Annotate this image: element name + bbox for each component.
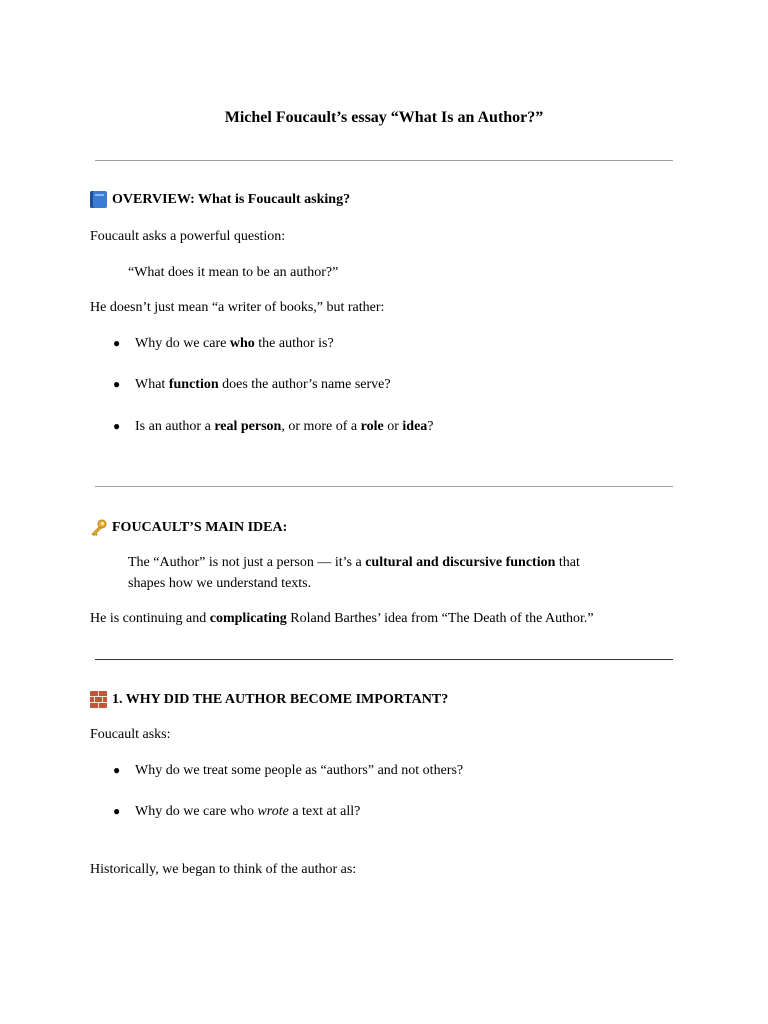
blue-book-icon	[90, 191, 107, 208]
bullet-icon: ●	[113, 336, 121, 350]
bullet-emphasis: who	[229, 336, 255, 351]
main-idea-line-2: shapes how we understand texts.	[128, 576, 312, 591]
bullet-text: Why do we treat some people as “authors” and not others?	[135, 763, 464, 778]
overview-followup: He doesn’t just mean “a writer of books,” but rather:	[90, 300, 385, 315]
main-idea-text: The “Author” is not just a person — it’s a	[128, 555, 366, 570]
brick-icon	[90, 691, 107, 708]
bullet-text: , or more of a	[281, 419, 361, 434]
overview-heading-text: OVERVIEW: What is Foucault asking?	[112, 191, 351, 207]
list-item	[113, 763, 463, 779]
overview-heading	[90, 191, 350, 208]
bullet-icon: ●	[113, 419, 121, 433]
continuation-text: He is continuing and	[90, 611, 210, 626]
bullet-emphasis: idea	[402, 419, 428, 434]
bullet-emphasis: wrote	[257, 804, 289, 819]
bullet-emphasis: real person	[214, 419, 282, 434]
list-item	[113, 419, 434, 435]
bullet-text: the author is?	[254, 336, 334, 351]
continuation-text: Roland Barthes’ idea from “The Death of the Author.”	[286, 611, 594, 626]
bullet-emphasis: function	[168, 377, 219, 392]
bullet-text: a text at all?	[288, 804, 361, 819]
section-1-heading-text: 1. WHY DID THE AUTHOR BECOME IMPORTANT?	[112, 691, 449, 707]
section-1-heading	[90, 691, 448, 708]
overview-quote: “What does it mean to be an author?”	[128, 265, 339, 280]
divider	[95, 659, 673, 660]
bullet-text: Is an author a	[135, 419, 215, 434]
bullet-text: or	[383, 419, 403, 434]
bullet-icon: ●	[113, 377, 121, 391]
bullet-text: ?	[427, 419, 434, 434]
main-idea-emphasis: cultural and discursive function	[365, 555, 556, 570]
bullet-text: does the author’s name serve?	[218, 377, 391, 392]
bullet-text: Why do we care	[135, 336, 230, 351]
main-idea-heading-text: FOUCAULT’S MAIN IDEA:	[112, 519, 288, 535]
section-1-intro: Foucault asks:	[90, 727, 171, 742]
overview-intro: Foucault asks a powerful question:	[90, 229, 286, 244]
bullet-text: Why do we care who	[135, 804, 258, 819]
main-idea-text: that	[555, 555, 580, 570]
document-title: Michel Foucault’s essay “What Is an Author?”	[224, 109, 544, 126]
divider	[95, 160, 673, 161]
main-idea-continuation	[90, 611, 594, 627]
section-1-historically: Historically, we began to think of the author as:	[90, 862, 357, 877]
main-idea-line-1	[128, 555, 580, 571]
divider	[95, 486, 673, 487]
list-item	[113, 336, 334, 352]
bullet-icon: ●	[113, 763, 121, 777]
continuation-emphasis: complicating	[209, 611, 287, 626]
bullet-icon: ●	[113, 804, 121, 818]
bullet-emphasis: role	[360, 419, 384, 434]
bullet-text: What	[135, 377, 169, 392]
list-item	[113, 377, 391, 393]
list-item	[113, 804, 360, 820]
main-idea-heading	[90, 519, 287, 536]
key-icon	[90, 519, 107, 536]
